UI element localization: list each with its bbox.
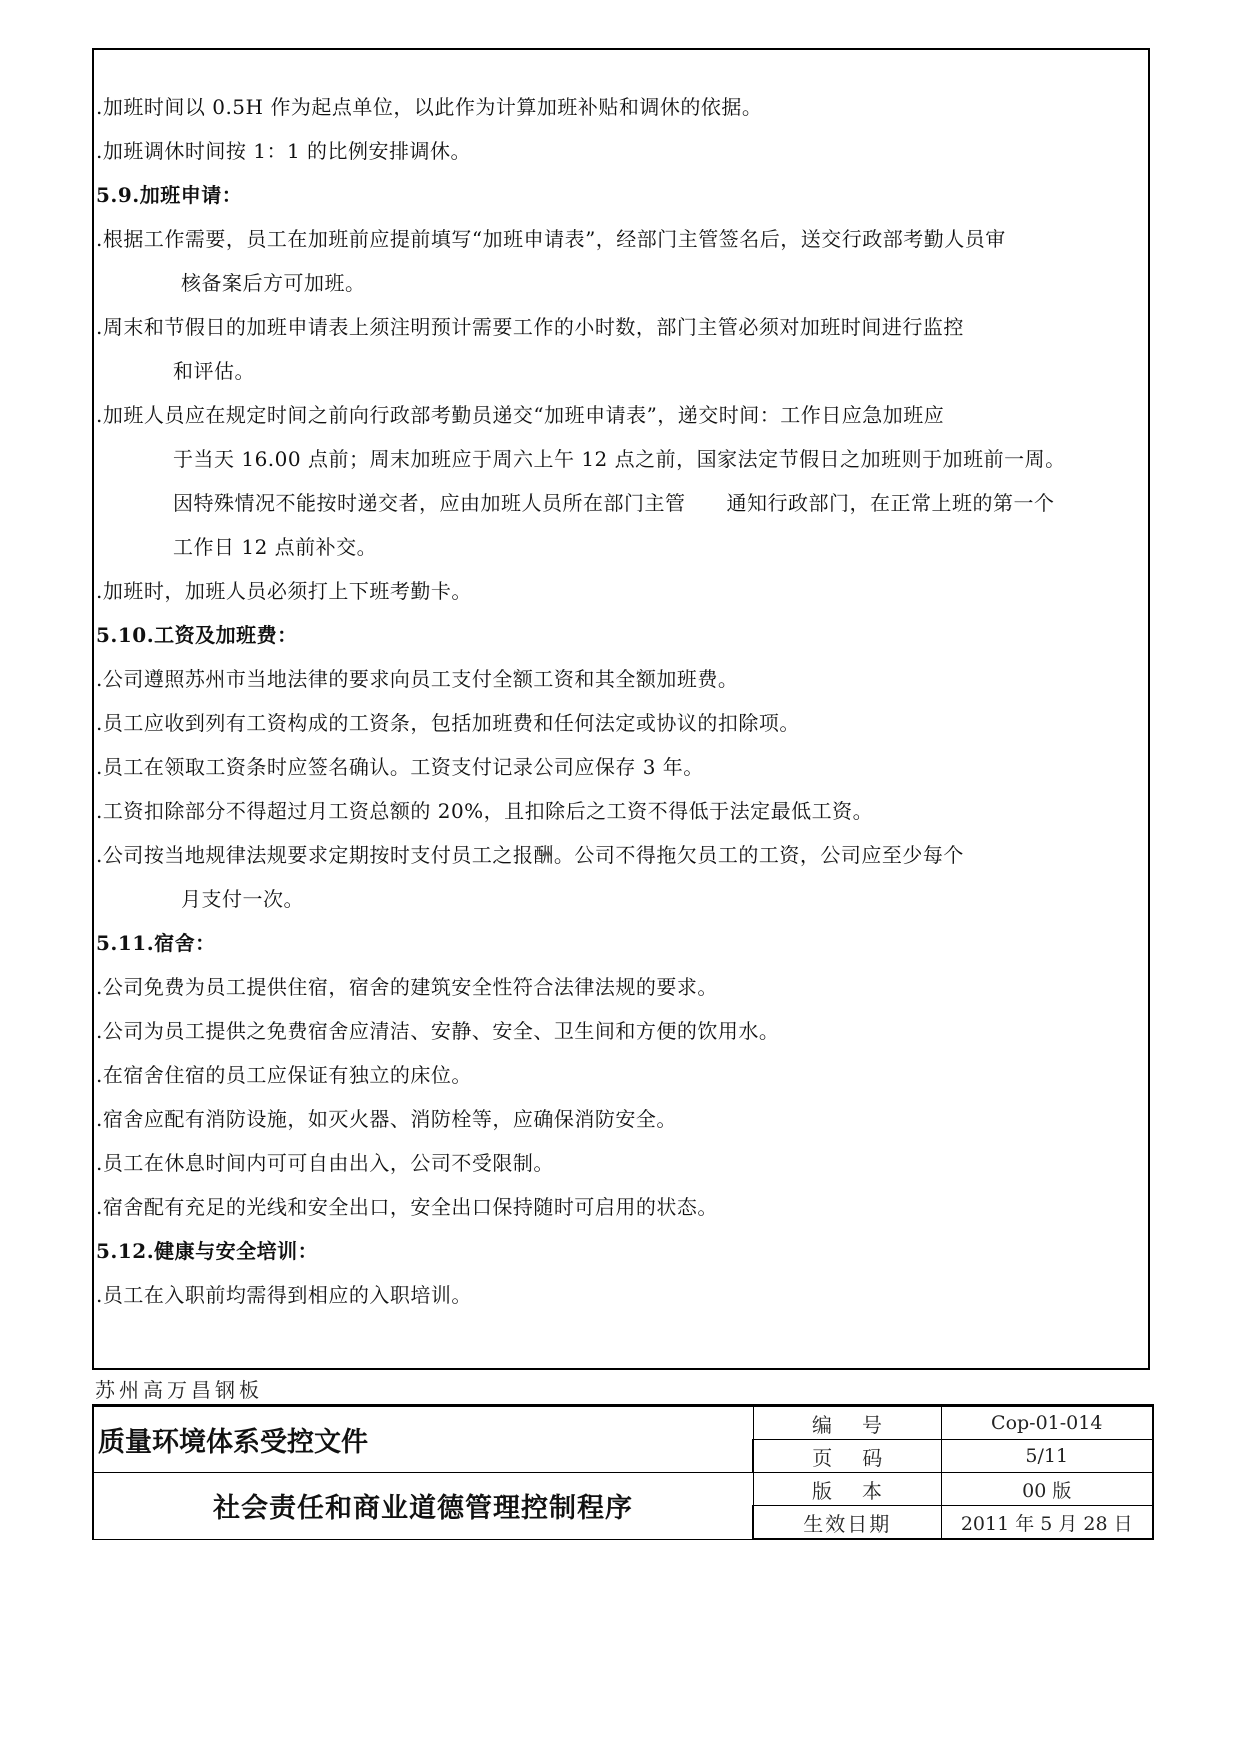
body-line: .公司免费为员工提供住宿，宿舍的建筑安全性符合法律法规的要求。 (96, 975, 718, 999)
body-line: .公司为员工提供之免费宿舍应清洁、安静、安全、卫生间和方便的饮用水。 (96, 1019, 780, 1043)
body-line: .公司遵照苏州市当地法律的要求向员工支付全额工资和其全额加班费。 (96, 667, 739, 691)
body-line: 核备案后方可加班。 (181, 271, 366, 295)
section-heading: 5.11.宿舍： (96, 931, 216, 955)
document-name: 社会责任和商业道德管理控制程序 (93, 1473, 753, 1540)
section-heading: 5.10.工资及加班费： (96, 623, 298, 647)
section-heading: 5.9.加班申请： (96, 183, 243, 207)
document-control-block (92, 1404, 1154, 1540)
body-line: 月支付一次。 (181, 887, 304, 911)
body-line: .加班时，加班人员必须打上下班考勤卡。 (96, 579, 472, 603)
body-line: .在宿舍住宿的员工应保证有独立的床位。 (96, 1063, 472, 1087)
body-line: 于当天 16.00 点前；周末加班应于周六上午 12 点之前，国家法定节假日之加班则于加班前一周。 (173, 447, 1066, 471)
field-label-effective-date: 生效日期 (753, 1506, 941, 1540)
field-label-page: 页码 (753, 1440, 941, 1473)
body-line: .根据工作需要，员工在加班前应提前填写“加班申请表”，经部门主管签名后，送交行政部考勤人员审 (96, 227, 1006, 251)
body-line: .员工在休息时间内可可自由出入，公司不受限制。 (96, 1151, 554, 1175)
body-line: .工资扣除部分不得超过月工资总额的 20%，且扣除后之工资不得低于法定最低工资。 (96, 799, 874, 823)
body-line: .宿舍配有充足的光线和安全出口，安全出口保持随时可启用的状态。 (96, 1195, 718, 1219)
body-line: 和评估。 (173, 359, 255, 383)
body-line: .加班人员应在规定时间之前向行政部考勤员递交“加班申请表”，递交时间：工作日应急加班应 (96, 403, 945, 427)
field-label-number: 编号 (753, 1406, 941, 1440)
body-line: 工作日 12 点前补交。 (173, 535, 378, 559)
body-line: .员工在入职前均需得到相应的入职培训。 (96, 1283, 472, 1307)
document-type: 质量环境体系受控文件 (93, 1406, 753, 1473)
field-value-number: Cop-01-014 (941, 1406, 1153, 1440)
field-value-effective-date: 2011 年 5 月 28 日 (941, 1506, 1153, 1540)
body-line: .加班时间以 0.5H 作为起点单位，以此作为计算加班补贴和调休的依据。 (96, 95, 763, 119)
body-line: .员工在领取工资条时应签名确认。工资支付记录公司应保存 3 年。 (96, 755, 704, 779)
body-line: .宿舍应配有消防设施，如灭火器、消防栓等，应确保消防安全。 (96, 1107, 677, 1131)
body-line: 因特殊情况不能按时递交者，应由加班人员所在部门主管 通知行政部门，在正常上班的第一个 (173, 491, 1055, 515)
field-value-page: 5/11 (941, 1440, 1153, 1473)
body-line: .员工应收到列有工资构成的工资条，包括加班费和任何法定或协议的扣除项。 (96, 711, 800, 735)
section-heading: 5.12.健康与安全培训： (96, 1239, 319, 1263)
body-line: .加班调休时间按 1：1 的比例安排调休。 (96, 139, 472, 163)
field-value-version: 00 版 (941, 1473, 1153, 1506)
body-line: .公司按当地规律法规要求定期按时支付员工之报酬。公司不得拖欠员工的工资，公司应至少每个 (96, 843, 964, 867)
company-name: 苏州高万昌钢板 (95, 1378, 263, 1402)
body-line: .周末和节假日的加班申请表上须注明预计需要工作的小时数，部门主管必须对加班时间进行监控 (96, 315, 964, 339)
field-label-version: 版本 (753, 1473, 941, 1506)
